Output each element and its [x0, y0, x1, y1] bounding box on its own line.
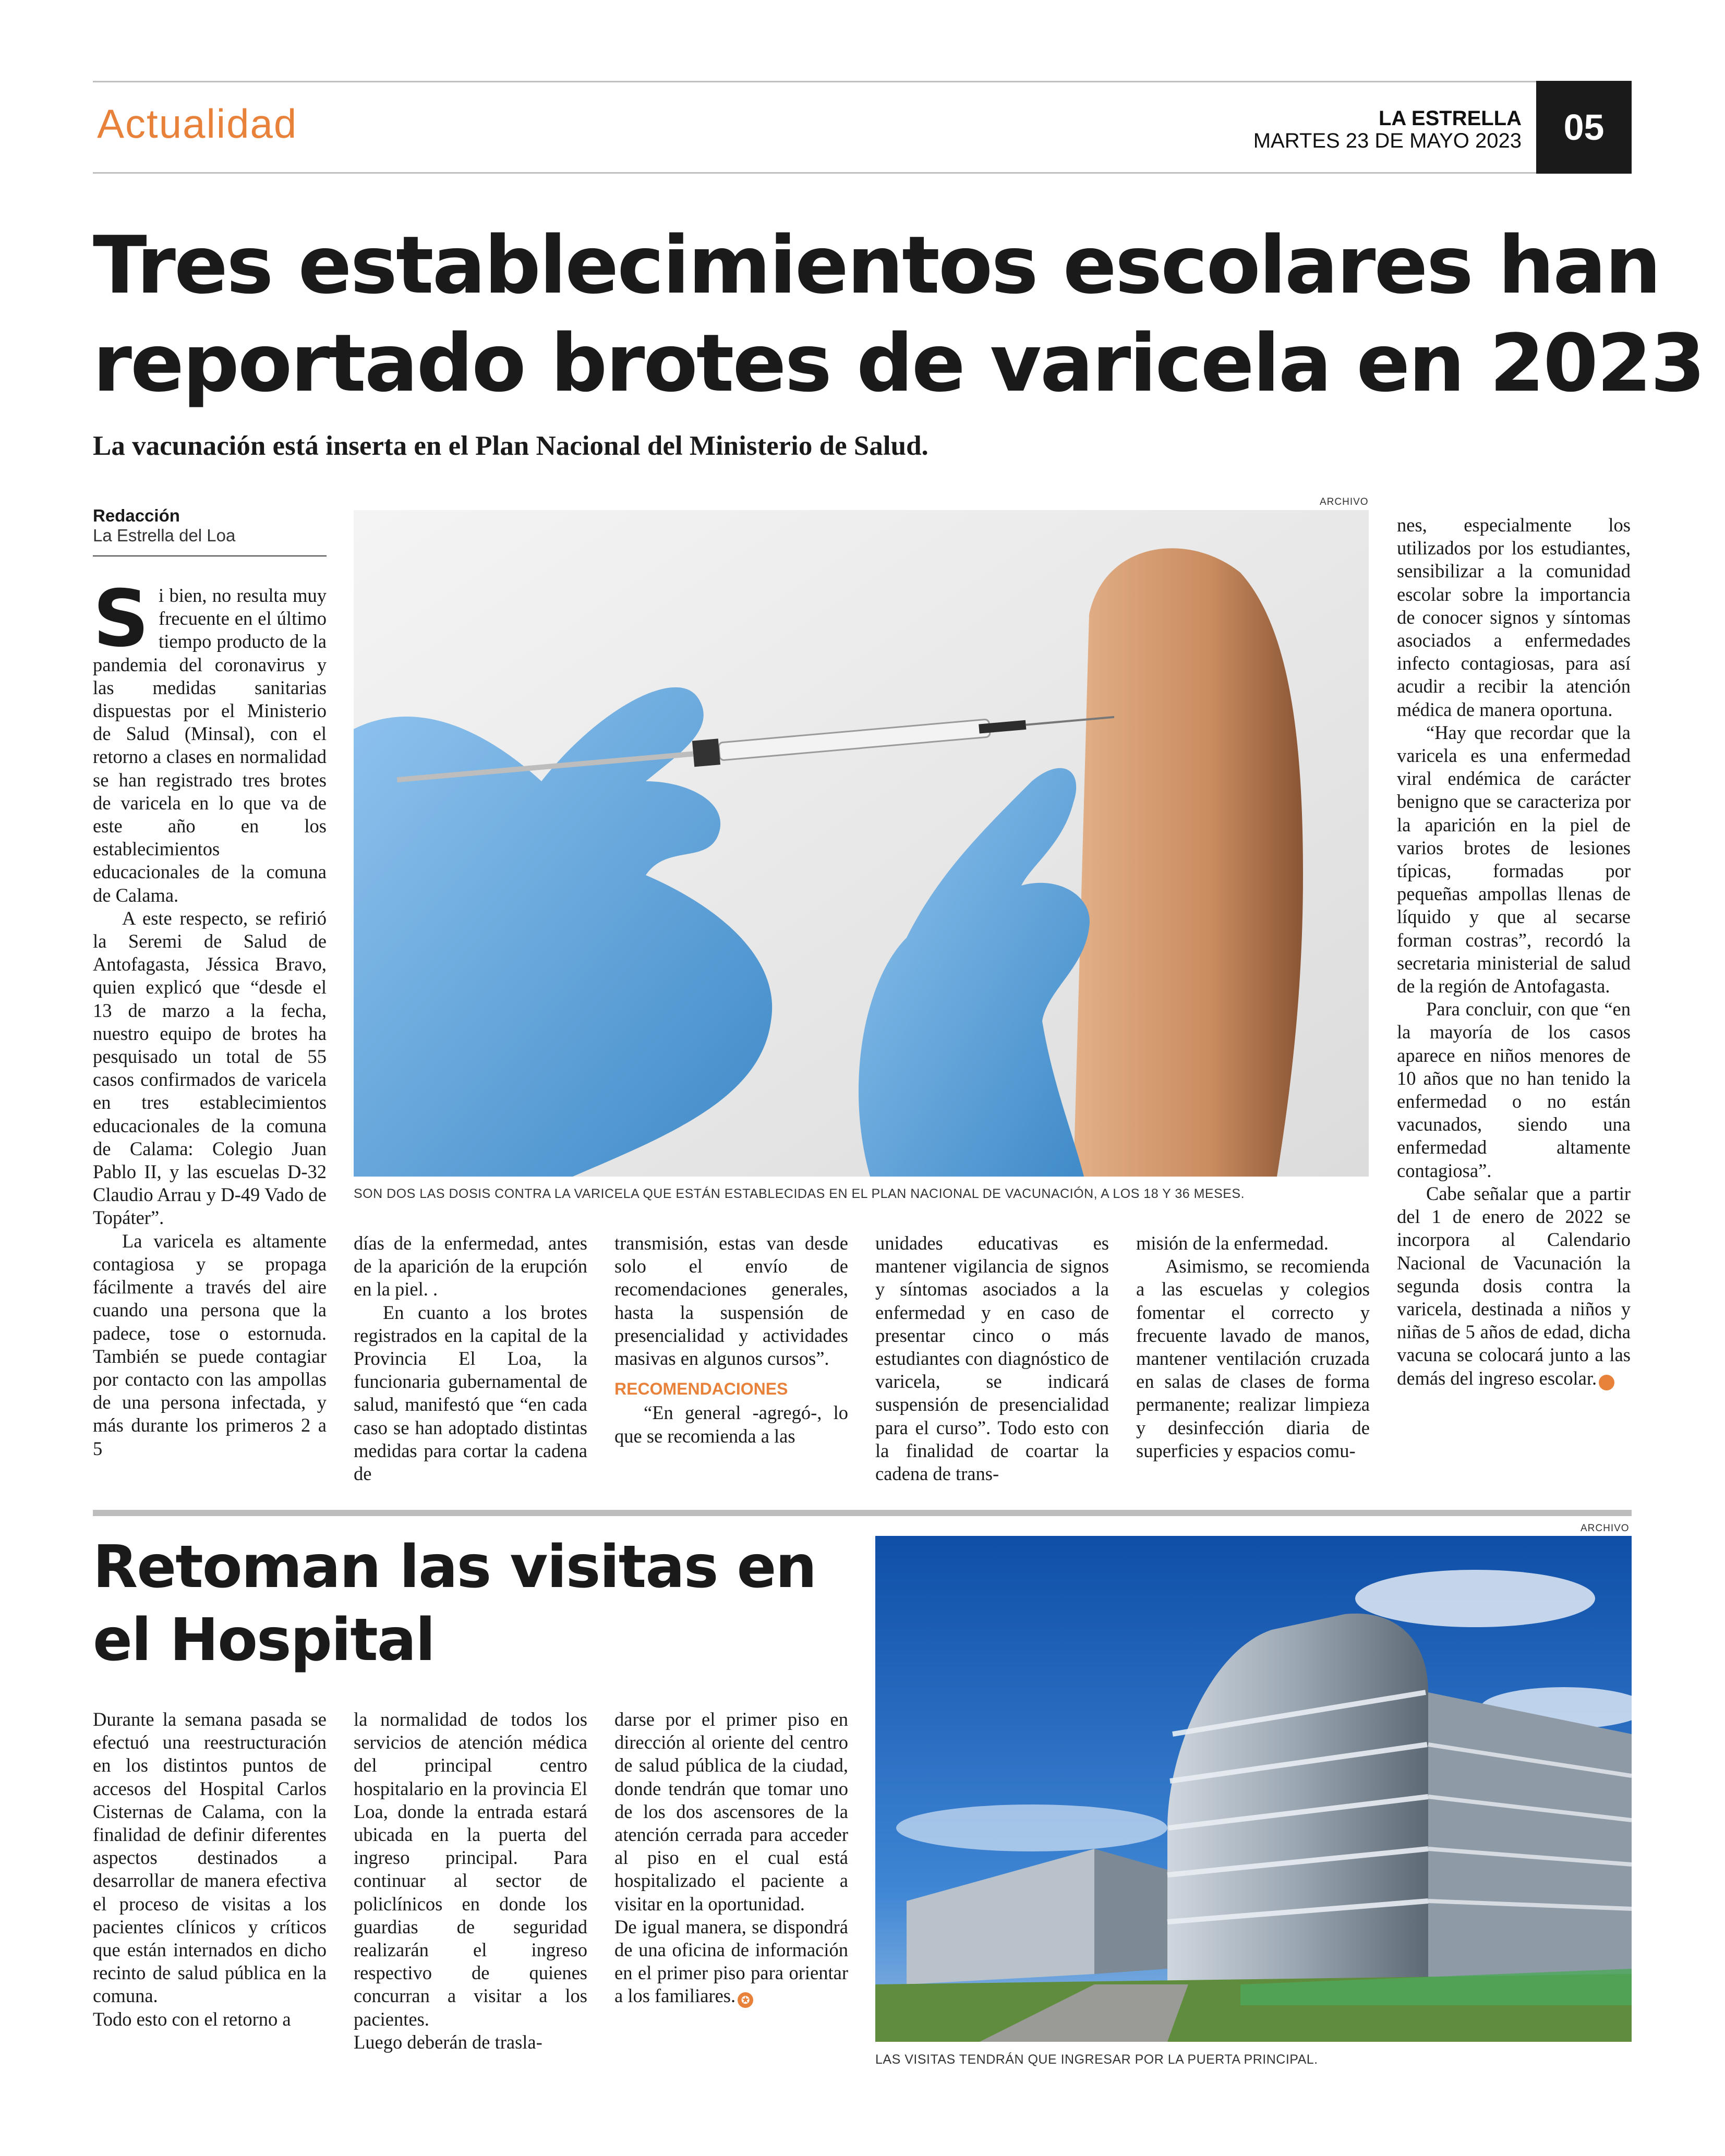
photo2-caption: LAS VISITAS TENDRÁN QUE INGRESAR POR LA PUERTA PRINCIPAL.: [875, 2052, 1318, 2067]
header-top-rule: [93, 81, 1632, 82]
photo1-credit: ARCHIVO: [1320, 496, 1369, 507]
article1-col3-para2: “En general -agregó-, lo que se recomienda a las: [614, 1402, 848, 1447]
article1-col1-para3: La varicela es altamente contagiosa y se propaga fácilmente a través del aire cuando una persona que la padece, tose o estornuda. También se puede contagiar por contacto con las ampollas de una persona infectada, y más durante los primeros 2 a 5: [93, 1230, 327, 1459]
page-number: 05: [1536, 81, 1632, 174]
header-bottom-rule: [93, 172, 1632, 174]
photo2-credit: ARCHIVO: [1581, 1523, 1630, 1534]
article2-column-2: [354, 1708, 587, 2054]
article1-col6-para2: “Hay que recordar que la varicela es una enfermedad viral endémica de carácter benigno que se caracteriza por la aparición en la piel de varios brotes de lesiones típicas, formadas por pequeñas ampollas llenas de líquido y que al secarse forman costras”, recordó la secretaria ministerial de salud de la región de Antofagasta.: [1397, 721, 1631, 997]
article1-col1-para2: A este respecto, se refirió la Seremi de Salud de Antofagasta, Jéssica Bravo, quien explicó que “desde el 13 de marzo a la fecha, nuestro equipo de brotes ha pesquisado un total de 55 casos confirmados de varicela en tres establecimientos educacionales de la comuna de Calama: Colegio Juan Pablo II, y las escuelas D-32 Claudio Arrau y D-49 Vado de Topáter”.: [93, 907, 327, 1229]
article1-col5-para2: Asimismo, se recomienda a las escuelas y colegios fomentar el correcto y frecuente lavado de manos, mantener ventilación cruzada en salas de clases de forma permanente; realizar limpieza y desinfección diaria de superficies y espacios comu-: [1136, 1255, 1370, 1461]
article1-headline-line2: reportado brotes de varicela en 2023: [93, 317, 1704, 409]
end-of-article-icon-2: ✪: [738, 1992, 753, 2008]
article1-col6-para1: nes, especialmente los utilizados por los estudiantes, sensibilizar a la comunidad escolar sobre la importancia de conocer signos y síntomas asociados a enfermedades infecto contagiosas, para así acudir a recibir la atención médica de manera oportuna.: [1397, 514, 1631, 720]
article1-col1-para1: i bien, no resulta muy frecuente en el último tiempo producto de la pandemia del coronavirus y las medidas sanitarias dispuestas por el Ministerio de Salud (Minsal), con el retorno a clases en normalidad se han registrado tres brotes de varicela en lo que va de este año en los establecimientos educacionales de la comuna de Calama.: [93, 585, 327, 906]
recommendations-subhead: RECOMENDACIONES: [614, 1379, 788, 1399]
article1-column-5: [1136, 1232, 1370, 1462]
issue-date: MARTES 23 DE MAYO 2023: [1253, 129, 1522, 152]
article2-column-3: [614, 1708, 848, 2008]
article1-column-6: [1397, 514, 1637, 1390]
vaccination-photo: [354, 510, 1369, 1177]
article2-col2-para2: Luego deberán de trasla-: [354, 2031, 542, 2053]
article2-headline-line2: el Hospital: [93, 1606, 435, 1674]
article1-col5-para1: misión de la enfermedad.: [1136, 1232, 1329, 1254]
article1-column-3: [614, 1232, 848, 1448]
section-divider: [93, 1510, 1632, 1516]
article2-column-1: [93, 1708, 327, 2031]
article1-col2-para2: En cuanto a los brotes registrados en la capital de la Provincia El Loa, la funcionaria gubernamental de salud, manifestó que “en cada caso se han adoptado distintas medidas para cortar la cadena de: [354, 1301, 587, 1485]
hospital-photo: [875, 1536, 1632, 2042]
article2-col1-para2: Todo esto con el retorno a: [93, 2008, 291, 2030]
vaccination-illustration: [354, 510, 1369, 1177]
article1-col6-para3: Para concluir, con que “en la mayoría de los casos aparece en niños menores de 10 años que no han tenido la enfermedad o no están vacunados, siendo una enfermedad altamente contagiosa”.: [1397, 998, 1631, 1181]
article2-col3-para1: darse por el primer piso en dirección al oriente del centro de salud pública de la ciudad, donde tendrán que tomar uno de los dos ascensores de la atención cerrada para acceder al piso en el cual está hospitalizado el paciente a visitar en la oportunidad.: [614, 1709, 848, 1915]
byline-rule: [93, 555, 327, 556]
article1-deck: La vacunación está inserta en el Plan Nacional del Ministerio de Salud.: [93, 431, 928, 461]
dropcap: S: [93, 574, 150, 664]
article2-col2-para1: la normalidad de todos los servicios de atención médica del principal centro hospitalario en la provincia El Loa, donde la entrada estará ubicada en la puerta del ingreso principal. Para continuar al sector de policlínicos en donde los guardias de seguridad realizarán el ingreso respectivo de quienes concurran a visitar a los pacientes.: [354, 1709, 587, 2030]
section-label: Actualidad: [97, 101, 298, 147]
article1-col4-para1: unidades educativas es mantener vigilancia de signos y síntomas asociados a la enfermedad y en caso de presentar cinco o más estudiantes con diagnóstico de varicela, se indicará suspensión de presencialidad para el curso”. Todo esto con la finalidad de coartar la cadena de trans-: [875, 1232, 1109, 1485]
article1-headline: [93, 216, 1704, 413]
article1-headline-line1: Tres establecimientos escolares han: [93, 219, 1660, 311]
photo1-caption: SON DOS LAS DOSIS CONTRA LA VARICELA QUE ESTÁN ESTABLECIDAS EN EL PLAN NACIONAL DE VACUNACIÓN, A LOS 18 Y 36 MESES.: [354, 1186, 1245, 1201]
byline-name: Redacción: [93, 506, 180, 525]
newspaper-name: LA ESTRELLA: [1378, 107, 1522, 130]
arm-shape: [1073, 548, 1303, 1177]
byline-outlet: La Estrella del Loa: [93, 526, 236, 545]
article2-headline-line1: Retoman las visitas en: [93, 1533, 816, 1601]
article2-col3-para2: De igual manera, se dispondrá de una oficina de información en el primer piso para orientar a los familiares.: [614, 1916, 848, 2007]
end-of-article-icon: ✪: [1599, 1375, 1614, 1390]
article1-col3-para1: transmisión, estas van desde solo el envío de recomendaciones generales, hasta la suspensión de presencialidad y actividades masivas en algunos cursos”.: [614, 1232, 848, 1370]
article1-column-4: [875, 1232, 1109, 1485]
article1-column-2: [354, 1232, 587, 1485]
article2-col1-para1: Durante la semana pasada se efectuó una reestructuración en los distintos puntos de accesos del Hospital Carlos Cisternas de Calama, con la finalidad de definir diferentes aspectos destinados a desarrollar de manera efectiva el proceso de visitas a los pacientes clínicos y críticos que están internados en dicho recinto de salud pública en la comuna.: [93, 1709, 327, 2007]
article2-headline: [93, 1531, 816, 1677]
article1-col2-para1: días de la enfermedad, antes de la aparición de la erupción en la piel. .: [354, 1232, 587, 1300]
hospital-illustration: [875, 1536, 1632, 2042]
article1-col6-para4: Cabe señalar que a partir del 1 de enero de 2022 se incorpora al Calendario Nacional de Vacunación la segunda dosis contra la varicela, destinada a niños y niñas de 5 años de edad, dicha vacuna se colocará junto a las demás del ingreso escolar.: [1397, 1182, 1631, 1389]
article1-column-1: [93, 574, 327, 1460]
